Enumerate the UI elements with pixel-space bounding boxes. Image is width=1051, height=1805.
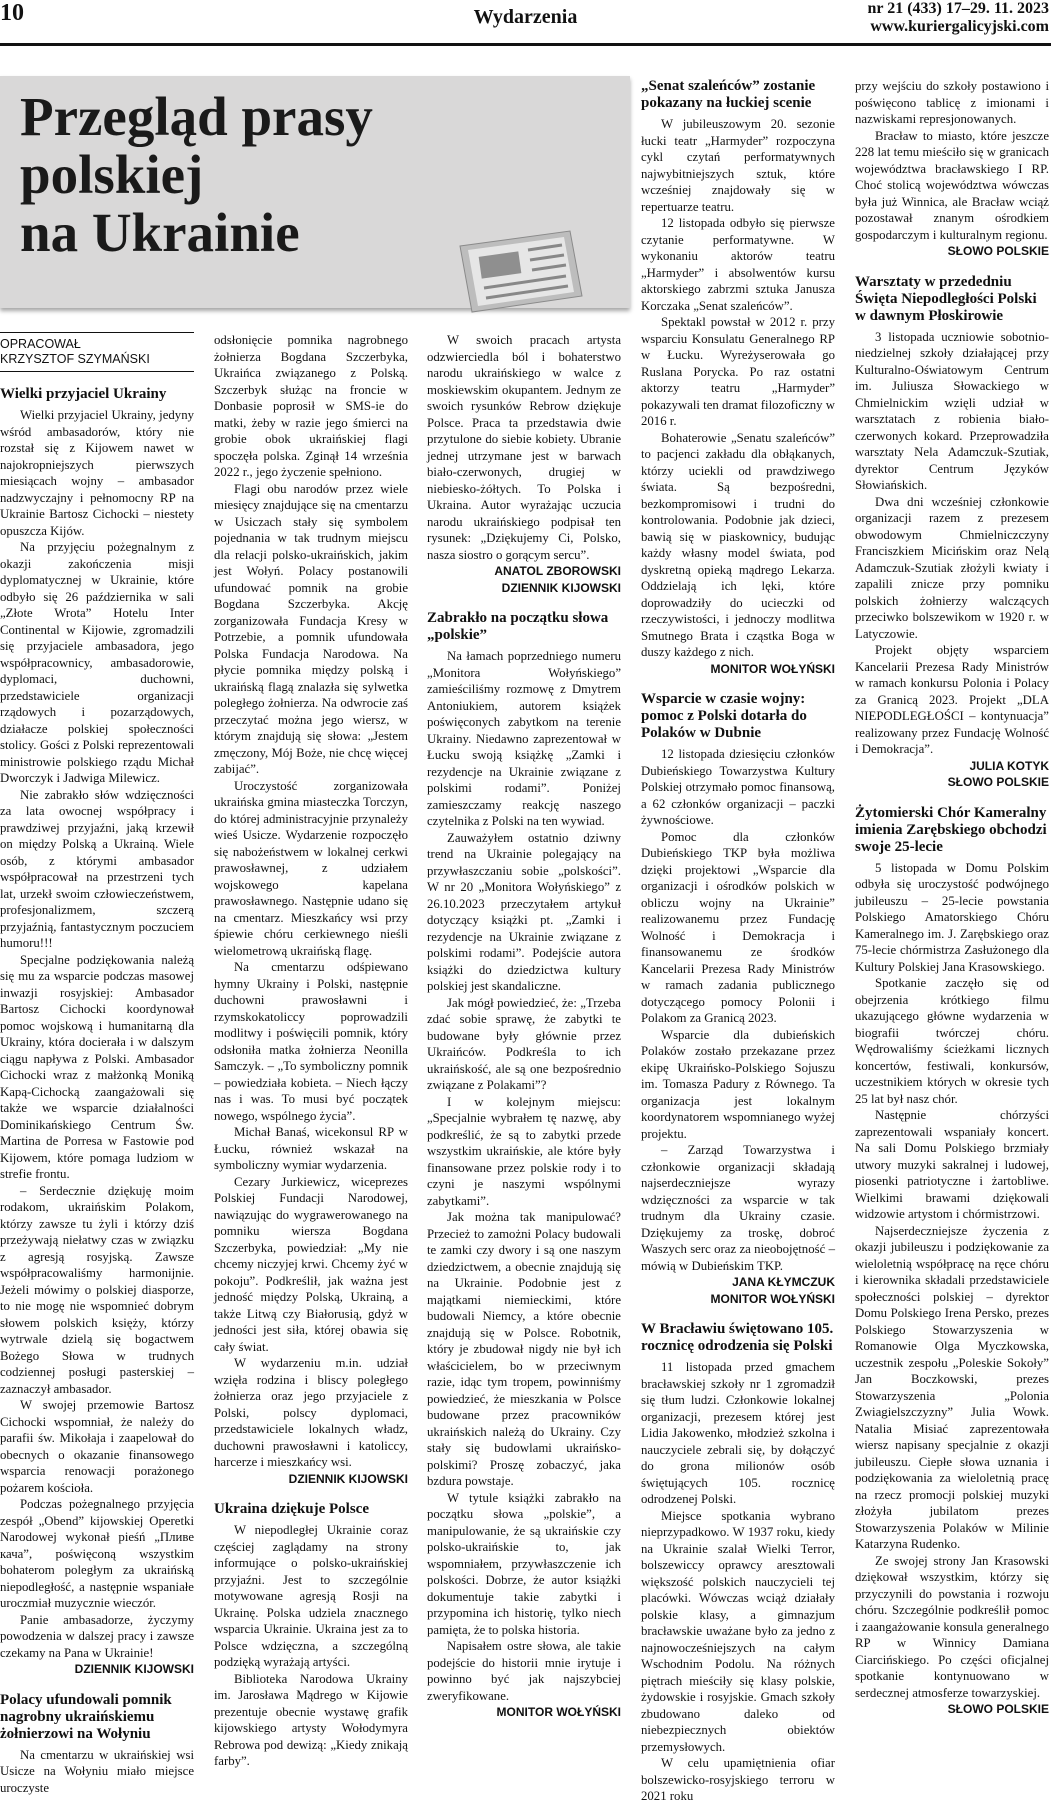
column-3: W swoich pracach artysta odzwierciedla ból i bohaterstwo narodu ukraińskiego w walce z moskiewskim okupantem. Jednym ze swoich rysunków Rebrow dziękuje Polsce. Praca ta przedstawia dwie przytulone do siebie kobiety. Ubranie jednej utrzymane jest w barwach biało-czerwonych, drugiej w niebiesko-żółtych. To Polska i Ukraina. Autor wyrażając uczucia narodu ukraińskiego podpisał ten rysunek: „Dziękujemy Ci, Polsko, nasza siostro o gorącym sercu”. ANATOL ZBOROWSKI DZIENNIK KIJOWSKI Zabrakło na początku słowa „polskie” Na łamach poprzedniego numeru „Monitora Wołyńskiego” zamieściliśmy rozmowę z Dmytrem Antoniukiem, autorem książek poświęconych zabytkom na terenie Ukrainy. Niedawno zaprezentował w Łucku swoją książkę „Zamki i rezydencje na Ukrainie związane z polskimi rodami”. Poniżej zamieszczamy reakcję naszego czytelnika z Polski na ten wywiad. Zauważyłem ostatnio dziwny trend na Ukrainie polegający na przywłaszczaniu sobie „polskości”. W nr 20 „Monitora Wołyńskiego” z 26.10.2023 przeczytałem artykuł dotyczący książki pt. „Zamki i rezydencje na Ukrainie związane z polskimi rodami”. Podejście autora książki do dziedzictwa kultury polskiej jest skandaliczne. Jak mógł powiedzieć, że: „Trzeba zdać sobie sprawę, że zabytki te budowane były głównie przez Ukraińców. Podkreśla to ich ukraińskość, ale są one bezpośrednio związane z Polakami”? I w kolejnym miejscu: „Specjalnie wybrałem tę nazwę, aby podkreślić, że są to zabytki przede wszystkim ukraińskie, ale które były finansowane przez polskie rody i to czyni je naszymi wspólnymi zabytkami”. Jak można tak manipulować? Przecież to zamożni Polacy budowali te zamki czy dwory i są one naszym dziedzictwem, a obecnie znajdują się na Ukrainie. Podobnie jest z majątkami niemieckimi, które budowali Niemcy, a które obecnie znajdują się w Polsce. Robotnik, który je zbudował nigdy nie był ich właścicielem, bo w przeciwnym razie, idąc tym tropem, powinniśmy powiedzieć, że mieszkania w Polsce budowane przez pracowników ukraińskich należą do Ukrainy. Czy stały się budowlami ukraińsko-polskimi? Proszę zobaczyć, jaka bzdura powstaje. W tytule książki zabrakło na początku słowa „polskie”, a manipulowanie, że są ukraińskie czy polsko-ukraińskie to, jak wspomniałem, przywłaszczenie ich polskości. Dobrze, że autor książki dokumentuje takie zabytki i przypomina ich historię, tylko niech pamięta, że to polska historia. Napisałem ostre słowa, ale takie podejście do historii mnie irytuje i powinno być jak najszybciej zweryfikowane. MONITOR WOŁYŃSKI xyxy=(427,333,621,1719)
column-1: OPRACOWAŁ KRZYSZTOF SZYMAŃSKI Wielki przyjaciel Ukrainy Wielki przyjaciel Ukrainy, jedyny wśród ambasadorów, który nie rozstał się z Kijowem nawet w najokropniejszych pierwszych miesiącach wojny – ambasador nadzwyczajny i pełnomocny RP na Ukrainie Bartosz Cichocki – niestety opuszcza Kijów. Na przyjęciu pożegnalnym z okazji zakończenia misji dyplomatycznej w Ukrainie, które odbyło się 26 października w sali „Złote Wrota” Hotelu Inter Continental w Kijowie, zgromadzili się przyjaciele ambasadora, jego współpracownicy, ambasadorowie, dyplomaci, duchowni, przedstawiciele organizacji rządowych i pozarządowych, działacze polskiej społeczności stolicy. Gości z Polski reprezentowali ministrowie polskiego rządu Michał Dworczyk i Jadwiga Milewicz. Nie zabrakło słów wdzięczności za lata owocnej współpracy i prawdziwej przyjaźni, jaką krzewił on między Polską a Ukrainą. Wiele osób, z którymi ambasador współpracował na przestrzeni tych lat, urzekł swoim człowieczeństwem, profesjonalizmem, szczerą przyjaźnią, fantastycznym poczuciem humoru!!! Specjalne podziękowania należą się mu za wsparcie podczas masowej inwazji rosyjskiej: Ambasador Bartosz Cichocki koordynował pomoc wojskową i humanitarną dla Ukrainy, która docierała i w dalszym ciągu napływa z Polski. Ambasador Cichocki wraz z małżonką Moniką Kapą-Cichocką zaangażowali się także we wsparcie działalności Dominikańskiego Centrum Św. Martina de Porresa w Fastowie pod Kijowem, które pomaga ludziom w strefie frontu. – Serdecznie dziękuję moim rodakom, ukraińskim Polakom, którzy zawsze tu żyli i którzy dziś przeżywają niełatwy czas w związku z agresją rosyjską. Zawsze współpracowaliśmy harmonijnie. Jeżeli mówimy o polskiej diasporze, to nie mogę nie wspomnieć dobrym słowem polskich księży, którzy wytrwale dzielą się bogactwem Bożego Słowa w trudnych codziennej posługi pasterskiej – zaznaczył ambasador. W swojej przemowie Bartosz Cichocki wspomniał, że należy do parafii św. Mikołaja i zaapelował do obecnych o okazanie finansowego wsparcia renowacji porażonego pożarem kościoła. Podczas pożegnalnego przyjęcia zespół „Obend” kijowskiej Operetki Narodowej wykonał pieśń „Пливе кача”, poświęconą wszystkim bohaterom poległym za ukraińską niepodległość, a następnie wspaniałe uroczmiał muzycznie wieczór. Panie ambasadorze, życzymy powodzenia w dalszej pracy i zawsze czekamy na Pana w Ukrainie! DZIENNIK KIJOWSKI Polacy ufundowali pomnik nagrobny ukraińskiemu żołnierzowi na Wołyniu Na cmentarzu w ukraińskiej wsi Usicze na Wołyniu miało miejsce uroczyste xyxy=(0,332,194,1796)
headline-senat-szalencow: „Senat szaleńców” zostanie pokazany na łuckiej scenie xyxy=(641,78,816,111)
press-review-banner xyxy=(0,76,630,308)
column-4: „Senat szaleńców” zostanie pokazany na łuckiej scenie W jubileuszowym 20. sezonie łucki teatr „Harmyder” rozpoczyna cykl czytań performatywnych najwybitniejszych sztuk, które wcześniej znajdowały się w repertuarze teatru. 12 listopada odbyło się pierwsze czytanie performatywne. W wykonaniu aktorów teatru „Harmyder” i absolwentów kursu aktorskiego zabrzmi sztuka Janusza Korczaka „Senat szaleńców”. Spektakl powstał w 2012 r. przy wsparciu Konsulatu Generalnego RP w Łucku. Wyreżyserowała go Ruslana Porycka. Po raz ostatni aktorzy teatru „Harmyder” pokazywali ten dramat filozoficzny w 2016 r. Bohaterowie „Senatu szaleńców” to pacjenci zakładu dla obłąkanych, którzy uciekli od prawdziwego świata. Są bezpośredni, bezkompromisowi i trudni do kontrolowania. Podobnie jak dzieci, bawią się w piaskownicy, budując każdy własny model świata, pod dyskretną opieką mądrego Lekarza. Oddzielają ich lęki, które doprowadziły do ucieczki od rzeczywistości, i jednoczy modlitwa Smutnego Brata i cząstka Boga w duszy każdego z nich. MONITOR WOŁYŃSKI Wsparcie w czasie wojny: pomoc z Polski dotarła do Polaków w Dubnie 12 listopada dziesięciu członków Dubieńskiego Towarzystwa Kultury Polskiej otrzymało pomoc finansową, a 62 członków organizacji – paczki żywnościowe. Pomoc dla członków Dubieńskiego TKP była możliwa dzięki projektowi „Wsparcie dla organizacji i ośrodków polskich w obliczu wojny na Ukrainie” realizowanemu przez Fundację Wolność i Demokracja i finansowanemu ze środków Kancelarii Prezesa Rady Ministrów w ramach zadania publicznego dotyczącego pomocy Polonii i Polakom za Granicą 2023. Wsparcie dla dubieńskich Polaków zostało przekazane przez ekipę Ukraińsko-Polskiego Sojuszu im. Tomasza Padury z Równego. Ta organizacja jest lokalnym koordynatorem wspomnianego wyżej projektu. – Zarząd Towarzystwa i członkowie organizacji składają najserdeczniejsze wyrazy wdzięczności za wsparcie w tak trudnym dla Ukrainy czasie. Dziękujemy za troskę, dobroć Waszych serc oraz za nieobojętność – mówią w Dubieńskim TKP. JANA KŁYMCZUK MONITOR WOŁYŃSKI W Bracławiu świętowano 105. rocznicę odrodzenia się Polski 11 listopada przed gmachem bracławskiej szkoły nr 1 zgromadził się tłum ludzi. Członkowie lokalnej organizacji, prezesem której jest Lidia Jakowenko, młodzież szkolna i nauczyciele zebrali się, by dołączyć do grona milionów osób świętujących 105. rocznicę odrodzenej Polski. Miejsce spotkania wybrano nieprzypadkowo. W 1937 roku, kiedy na Ukrainie szalał Wielki Terror, bolszewiccy oprawcy aresztowali większość polskich nauczycieli tej placówki. Wówczas wciąż działały polskie klasy, a gimnazjum bracławskie uważane było za jedno z najnowocześniejszych na całym Wschodnim Podolu. Na różnych piętrach mieściły się klasy polskie, żydowskie i rosyjskie. Gmach szkoły zbudowano daleko od niebezpiecznych obiektów przemysłowych. W celu upamiętnienia ofiar bolszewicko-rosyjskiego terroru w 2021 roku xyxy=(641,78,836,1803)
issue-number: nr 21 (433) 17–29. 11. 2023 xyxy=(867,0,1049,17)
article-author: JANA KŁYMCZUK xyxy=(732,1275,835,1289)
source-credit: DZIENNIK KIJOWSKI xyxy=(288,1471,408,1486)
source-credit: MONITOR WOŁYŃSKI xyxy=(496,1705,621,1719)
headline-zytomierski-chor: Żytomierski Chór Kameralny imienia Zarębskiego obchodzi swoje 25-lecie xyxy=(855,804,1047,855)
source-credit: DZIENNIK KIJOWSKI xyxy=(74,1662,194,1676)
source-credit: SŁOWO POLSKIE xyxy=(947,244,1049,258)
byline: OPRACOWAŁ KRZYSZTOF SZYMAŃSKI xyxy=(0,332,194,372)
page-number: 10 xyxy=(0,0,24,26)
banner-title: Przegląd prasy polskiej na Ukrainie xyxy=(20,86,373,263)
source-credit: MONITOR WOŁYŃSKI xyxy=(710,1291,835,1306)
section-title: Wydarzenia xyxy=(473,6,578,28)
article-author: JULIA KOTYK xyxy=(969,758,1049,773)
source-credit: DZIENNIK KIJOWSKI xyxy=(501,580,621,595)
headline-zabraklo-slowa: Zabrakło na początku słowa „polskie” xyxy=(427,610,609,643)
headline-wielki-przyjaciel: Wielki przyjaciel Ukrainy xyxy=(0,386,167,402)
issue-info xyxy=(868,0,1049,36)
headline-warsztaty: Warsztaty w przededniu Święta Niepodległości Polski w dawnym Płoskirowie xyxy=(855,273,1037,324)
source-credit: SŁOWO POLSKIE xyxy=(947,775,1049,789)
headline-polacy-ufundowali: Polacy ufundowali pomnik nagrobny ukraińskiemu żołnierzowi na Wołyniu xyxy=(0,1691,172,1742)
article-author: ANATOL ZBOROWSKI xyxy=(494,564,621,578)
headline-ukraina-dziekuje: Ukraina dziękuje Polsce xyxy=(214,1501,369,1517)
column-2: odsłonięcie pomnika nagrobnego żołnierza Bogdana Szczerbyka, Ukraińca związanego z Polską. Szczerbyk służąc na froncie w Donbasie poprosił w SMS-ie do matki, żeby w razie jego śmierci na grobie obok ukraińskiej flagi spoczęła polska. Zginął 14 września 2022 r., jego życzenie spełniono. Flagi obu narodów przez wiele miesięcy znajdujące się na cmentarzu w Usiczach stały się symbolem pojednania w tak trudnym miejscu dla relacji polsko-ukraińskich, jakim jest Wołyń. Polacy postanowili ufundować pomnik na grobie Bogdana Szczerbyka. Akcję zorganizowała Fundacja Kresy w Potrzebie, a pomnik ufundowała Polska Fundacja Narodowa. Na płycie pomnika między polską i ukraińską flagą znalazła się sylwetka poległego żołnierza. Na odwrocie zaś przeczytać można jego wiersz, w którym znajdują się słowa: „Jestem zmęczony, Mój Boże, nie chcę więcej zabijać”. Uroczystość zorganizowała ukraińska gmina miasteczka Torczyn, do której administracyjnie przynależy wieś Usicze. Wydarzenie rozpoczęło się nabożeństwem w lokalnej cerkwi prawosławnej, z udziałem wojskowego kapelana prawosławnego. Następnie udano się na cmentarz. Mieszkańcy wsi przy śpiewie chóru cerkiewnego nieśli wielometrową ukraińską flagę. Na cmentarzu odśpiewano hymny Ukrainy i Polski, następnie duchowni prawosławni i rzymskokatoliccy poprowadzili modlitwy i poświęcili pomnik, który odsłoniła matka żołnierza Neonilla Samczyk. – „To symboliczny pomnik – powiedziała kobieta. – Niech łączy nas i was. To musi być początek nowego, wspólnego życia”. Michał Banaś, wicekonsul RP w Łucku, również wskazał na symboliczny wymiar wydarzenia. Cezary Jurkiewicz, wiceprezes Polskiej Fundacji Narodowej, nawiązując do wygrawerowanego na pomniku wiersza Bogdana Szczerbyka, powiedział: „My nie chcemy niczyjej krwi. Chcemy żyć w pokoju”. Podkreślił, jak ważna jest jedność między Polską, Ukrainą, a także Litwą czy Białorusią, gdyż w jedności jest siła, której obawia się cały świat. W wydarzeniu m.in. udział wzięła rodzina i bliscy poległego żołnierza oraz jego przyjaciele z Polski, polscy dyplomaci, przedstawiciele lokalnych władz, duchowni prawosławni i katoliccy, harcerze i mieszkańcy wsi. DZIENNIK KIJOWSKI Ukraina dziękuje Polsce W niepodległej Ukrainie coraz częściej zaglądamy na strony informujące o polsko-ukraińskiej przyjaźni. Jest to szczególnie motywowane agresją Rosji na Ukrainę. Polska udziela znacznego wsparcia Ukrainie. Ukraina jest za to Polsce wdzięczna, a szczególną podzięką wyrażają artyści. Biblioteka Narodowa Ukrainy im. Jarosława Mądrego w Kijowie prezentuje obecnie wystawę grafik kijowskiego artysty Wołodymyra Rebrowa pod dewizą: „Kiedy znikają farby”. xyxy=(214,333,408,1768)
headline-wsparcie-w-czasie-wojny: Wsparcie w czasie wojny: pomoc z Polski dotarła do Polaków w Dubnie xyxy=(641,691,807,741)
newspaper-icon xyxy=(450,226,590,316)
page-header xyxy=(0,0,1051,46)
source-credit: MONITOR WOŁYŃSKI xyxy=(710,661,835,676)
source-credit: SŁOWO POLSKIE xyxy=(947,1702,1049,1716)
column-5: przy wejściu do szkoły postawiono i poświęcono tablicę z imionami i nazwiskami represjonowanych. Bracław to miasto, które jeszcze 228 lat temu mieściło się w granicach województwa bracławskiego I RP. Choć stolicą województwa wówczas była już Winnica, ale Bracław wciąż pozostawał znanym ośrodkiem gospodarczym i kulturalnym regionu. SŁOWO POLSKIE Warsztaty w przededniu Święta Niepodległości Polski w dawnym Płoskirowie 3 listopada uczniowie sobotnio-niedzielnej szkoły działającej przy Kulturalno-Oświatowym Centrum im. Juliusza Słowackiego w Chmielnickim wzięli udział w warsztatach z robienia biało-czerwonych kokard. Przeprowadziła warsztaty Nela Adamczuk-Szutiak, dyrektor Centrum Języków Słowiańskich. Dwa dni wcześniej członkowie organizacji razem z prezesem obwodowym Chmielniczczyny Franciszkiem Micińskim oraz Nelą Adamczuk-Szutiak złożyli kwiaty i zapalili znicze przy pomniku polskich żołnierzy walczących przeciwko bolszewikom w 1920 r. w Latyczowie. Projekt objęty wsparciem Kancelarii Prezesa Rady Ministrów w ramach konkursu Polonia i Polacy za Granicą 2023. Projekt „DLA NIEPODLEGŁOŚCI – kontynuacja” realizowany przez Fundację Wolność i Demokracja”. JULIA KOTYK SŁOWO POLSKIE Żytomierski Chór Kameralny imienia Zarębskiego obchodzi swoje 25-lecie 5 listopada w Domu Polskim odbyła się uroczystość podwójnego jubileuszu – 25-lecie powstania Polskiego Amatorskiego Chóru Kameralnego im. J. Zarębskiego oraz 75-lecie chórmistrza Zasłużonego dla Kultury Polskiej Jana Krasowskiego. Spotkanie zaczęło się od obejrzenia krótkiego filmu ukazującego główne wydarzenia w biografii twórczej chóru. Wędrowaliśmy ścieżkami licznych koncertów, festiwali, konkursów, uczestnikiem których w okresie tych 25 lat był nasz chór. Następnie chórzyści zaprezentowali wspaniały koncert. Na sali Domu Polskiego brzmiały utwory muzyki sakralnej i ludowej, piosenki patriotyczne i żartobliwe. Wielkimi brawami dziękowali widzowie artystom i chórmistrzowi. Najserdeczniejsze życzenia z okazji jubileuszu i podziękowanie za wieloletnią współpracę na ręce chóru i kierownika składali przedstawiciele społeczności polskiej – dyrektor Domu Polskiego Irena Persko, prezes Polskiego Stowarzyszenia w Romanowie Olga Myczkowska, uczestnik zespołu „Poleskie Sokoły” Jan Boczkowski, prezes Stowarzyszenia „Polonia Zwiagielszczyzny” Julia Wowk. Natalia Misiać zaprezentowała wiersz napisany specjalnie z okazji jubileuszu. Ciepłe słowa uznania i podziękowania za wieloletnią pracę na rzecz promocji polskiej muzyki złożyła jubilatom prezes Stowarzyszenia Polaków w Milinie Katarzyna Rudenko. Ze swojej strony Jan Krasowski dziękował wszystkim, którzy się przyczynili do powstania i rozwoju chóru. Szczególnie podkreślił pomoc i zaangażowanie konsula generalnego RP w Winnicy Damiana Ciarcińskiego. Po części oficjalnej spotkanie kontynuowano w serdecznej atmosferze towarzyskiej. SŁOWO POLSKIE xyxy=(855,79,1049,1716)
headline-braclaw: W Bracławiu świętowano 105. rocznicę odrodzenia się Polski xyxy=(641,1321,834,1354)
website-link[interactable]: www.kuriergalicyjski.com xyxy=(870,18,1049,35)
